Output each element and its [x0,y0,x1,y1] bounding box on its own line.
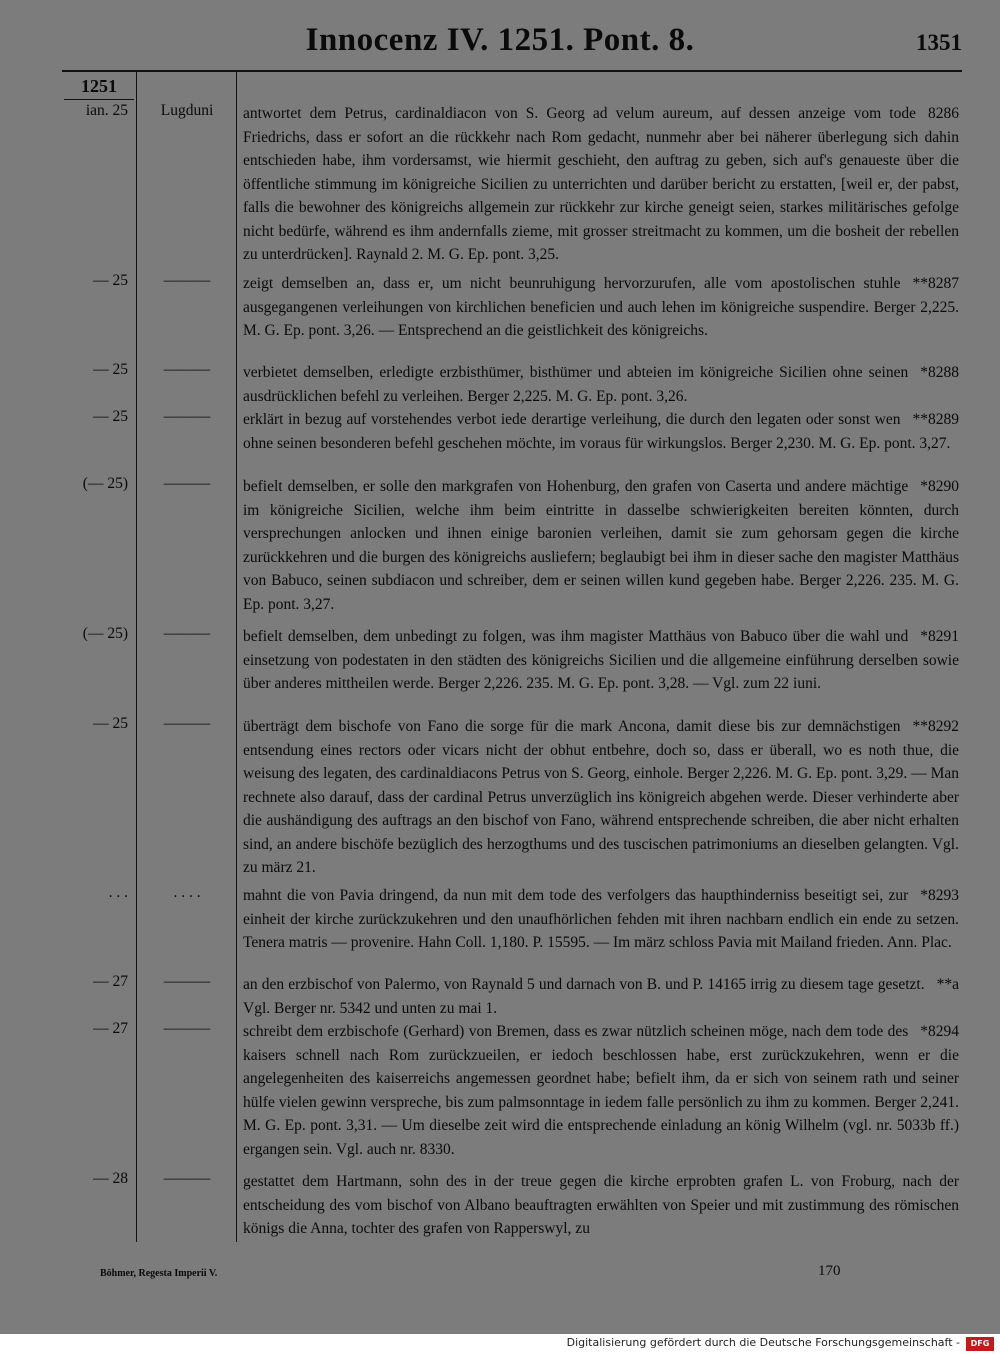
entry-number: **a [936,976,959,993]
entry-text [243,973,959,1020]
entry-body: überträgt dem bischofe von Fano die sorge für die mark Ancona, damit diese bis zur demnächstigen entsendung eines rectors oder vicars nicht der obhut entbehre, doch so, dass er überall, wo es noth thue, die weisung des legaten, des cardinaldiacons Petrus von S. Georg, einhole. Berger 2,226. M. G. Ep. pont. 3,29. — Man rechnete also darauf, dass der cardinal Petrus unverzüglich ins königreich abgehen werde. Dieser verhinderte aber die aushändigung des auftrags an den bischof von Fano, während entsprechende schreiben, die aber nicht erhalten sind, an andere bischöfe bezüglich des herzogthums und des tuscischen patrimoniums an dieselben gelangten. Vgl. zu märz 21. [243,718,959,876]
entry-body: an den erzbischof von Palermo, von Raynald 5 und darnach von B. und P. 14165 irrig zu diesem tage gesetzt. Vgl. Berger nr. 5342 und unten zu mai 1. [243,976,925,1017]
entry-number: **8287 [912,275,959,292]
entry-text [243,625,959,696]
entry-number: *8288 [920,364,959,381]
entry-text [243,408,959,455]
entry-body: antwortet dem Petrus, cardinaldiacon von S. Georg ad velum aureum, auf dessen anzeige vom tode Friedrichs, dass er sofort an die rückkehr nach Rom gedacht, nunmehr aber bei näherer überlegung sich dahin entschieden habe, ihm vordersamst, wie hiermit geschieht, den auftrag zu geben, sich auf's genaueste über die öffentliche stimmung im königreiche Sicilien zu unterrichten und darüber bericht zu erstatten, [weil er, der pabst, falls die bewohner des königreichs allgemein zur rückkehr zur kirche geneigt seien, starkes militärisches gefolge nicht bedürfe, während es ihm andernfalls zieme, mit grosser streitmacht zu kommen, um die bosheit der rebellen zu unterdrücken]. Raynald 2. M. G. Ep. pont. 3,25. [243,105,959,263]
entry-place: ——— [163,475,211,492]
entry-date: ian. 25 [85,102,128,119]
entry-body: verbietet demselben, erledigte erzbisthümer, bisthümer und abteien im königreiche Sicilien ohne seinen ausdrücklichen befehl zu verleihen. Berger 2,225. M. G. Ep. pont. 3,26. [243,364,909,405]
year-rule [64,99,134,100]
entry-place: ——— [163,973,211,990]
entry-text [243,1020,959,1161]
column-rule-place [236,72,237,1242]
entry-place: ——— [163,625,211,642]
page-header [0,22,1000,62]
entry-text [243,272,959,343]
entry-date: — 27 [93,973,128,990]
entry-place: ——— [163,1020,211,1037]
column-rule-date [136,72,137,1242]
dfg-banner-text: Digitalisierung gefördert durch die Deutsche Forschungsgemeinschaft - [566,1336,960,1349]
entry-body: zeigt demselben an, dass er, um nicht beunruhigung hervorzurufen, alle vom apostolischen stuhle ausgegangenen verleihungen von kirchlichen beneficien und auch lehen im königreiche suspendire. Berger 2,225. M. G. Ep. pont. 3,26. — Entsprechend an die geistlichkeit des königreichs. [243,275,959,339]
entry-date: — 25 [93,408,128,425]
footer-source: Böhmer, Regesta Imperii V. [100,1268,218,1279]
entry-number: *8293 [920,887,959,904]
entry-place: ——— [163,408,211,425]
entry-text [243,361,959,408]
entry-date: (— 25) [82,625,128,642]
entry-text [243,1170,959,1241]
entry-place: ——— [163,1170,211,1187]
entry-number: 8286 [928,105,959,122]
footer-sheet-number: 170 [818,1263,841,1279]
entry-text [243,715,959,880]
entry-number: *8294 [920,1023,959,1040]
entry-text [243,102,959,267]
entry-date: — 27 [93,1020,128,1037]
entry-date: — 28 [93,1170,128,1187]
entry-place: ——— [163,361,211,378]
entry-date: . . . [108,884,128,901]
entry-body: schreibt dem erzbischofe (Gerhard) von Bremen, dass es zwar nützlich scheinen möge, nach dem tode des kaisers schnell nach Rom zurückzueilen, er iedoch beschlossen habe, erst zurückzukehren, wenn er die angelegenheiten des kaiserreichs angemessen geordnet habe; befielt ihm, da er sich von seinem rath und seiner hülfe vielen gewinn verspreche, bis zum palmsonntage in iedem falle persönlich zu ihm zu kommen. Berger 2,241. M. G. Ep. pont. 3,31. — Um dieselbe zeit wird die entsprechende einladung an könig Wilhelm (vgl. nr. 5033b ff.) ergangen sein. Vgl. auch nr. 8330. [243,1023,959,1158]
entry-body: mahnt die von Pavia dringend, da nun mit dem tode des verfolgers das haupthinderniss beseitigt sei, zur einheit der kirche zurückzukehren und den unaufhörlichen fehden mit ihren nachbarn endlich ein ende zu setzen. Tenera matris — provenire. Hahn Coll. 1,180. P. 15595. — Im märz schloss Pavia mit Mailand frieden. Ann. Plac. [243,887,959,951]
entry-body: erklärt in bezug auf vorstehendes verbot iede derartige verleihung, die durch den legaten oder sonst wen ohne seinen besonderen befehl geschehen möchte, im voraus für wirkungslos. Berger 2,230. M. G. Ep. pont. 3,27. [243,411,951,452]
entry-date: — 25 [93,361,128,378]
entry-date: (— 25) [82,475,128,492]
entry-body: befielt demselben, dem unbedingt zu folgen, was ihm magister Matthäus von Babuco über die wahl und einsetzung von podestaten in den städten des königreichs Sicilien und die allgemeine einführung derselben sowie über anderes mittheilen werde. Berger 2,226. 235. M. G. Ep. pont. 3,28. — Vgl. zum 22 iuni. [243,628,959,692]
entry-number: *8291 [920,628,959,645]
entry-number: **8292 [912,718,959,735]
dfg-banner [0,1334,1000,1354]
entry-text [243,884,959,955]
page-title: Innocenz IV. 1251. Pont. 8. [305,22,695,58]
entry-date: — 25 [93,715,128,732]
year-label: 1251 [81,76,117,96]
entry-place: Lugduni [160,102,214,119]
entry-date: — 25 [93,272,128,289]
page-number: 1351 [916,30,962,55]
entry-text [243,475,959,616]
entry-place: ——— [163,272,211,289]
entry-body: gestattet dem Hartmann, sohn des in der treue gegen die kirche erprobten grafen L. von Froburg, nach der entscheidung des vom bischof von Albano beauftragten erwählten von Speier und mit zustimmung des römischen königs die Anna, tochter des grafen von Rapperswyl, zu [243,1173,959,1237]
entry-body: befielt demselben, er solle den markgrafen von Hohenburg, den grafen von Caserta und andere mächtige im königreiche Sicilien, welche ihm beim eintritte in dasselbe schwierigkeiten bereiten könnten, durch versprechungen anlocken und ihnen einige baronien verleihen, damit sie zum gehorsam gegen die kirche zurückkehren und die burgen des königreichs ausliefern; beglaubigt bei ihm in dieser sache den magister Matthäus von Babuco, seinen subdiacon und schreiber, dem er seinen willen kund gegeben habe. Berger 2,226. 235. M. G. Ep. pont. 3,27. [243,478,959,613]
entry-place: ——— [163,715,211,732]
entry-number: *8290 [920,478,959,495]
header-rule [62,70,962,72]
dfg-logo-icon: DFG [966,1337,994,1351]
entry-number: **8289 [912,411,959,428]
entry-place: . . . . [173,884,201,901]
